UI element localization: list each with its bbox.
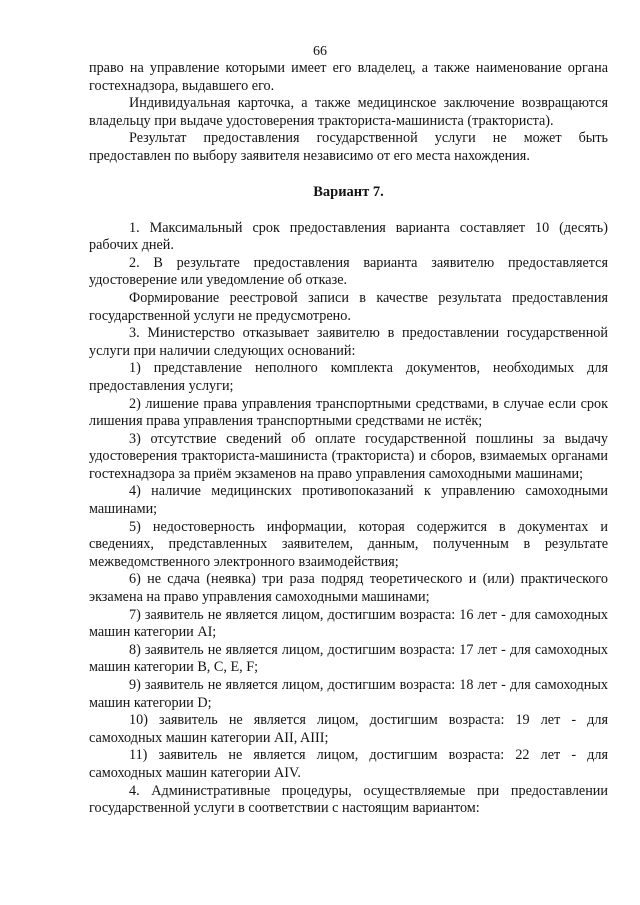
list-item-age-17: 8) заявитель не является лицом, достигшим возраста: 17 лет - для самоходных машин категории B, C, E, F; — [89, 641, 608, 676]
list-item-medical-contraindications: 4) наличие медицинских противопоказаний к управлению самоходными машинами; — [89, 483, 608, 518]
paragraph-continuation: право на управление которыми имеет его владелец, а также наименование органа гостехнадзора, выдавшего его. — [89, 60, 608, 94]
list-item-age-16: 7) заявитель не является лицом, достигшим возраста: 16 лет - для самоходных машин категории AI; — [89, 606, 608, 641]
list-item-license-deprivation: 2) лишение права управления транспортными средствами, в случае если срок лишения права управления транспортными средствами не истёк; — [89, 395, 608, 430]
list-item-age-18: 9) заявитель не является лицом, достигшим возраста: 18 лет - для самоходных машин категории D; — [89, 677, 608, 711]
list-item-age-19: 10) заявитель не является лицом, достигшим возраста: 19 лет - для самоходных машин категории AII, AIII; — [89, 712, 608, 746]
list-item-age-22: 11) заявитель не является лицом, достигшим возраста: 22 лет - для самоходных машин категории AIV. — [89, 747, 608, 781]
paragraph-result-location: Результат предоставления государственной услуги не может быть предоставлен по выбору заявителя независимо от его места нахождения. — [89, 130, 608, 164]
list-item-incomplete-docs: 1) представление неполного комплекта документов, необходимых для предоставления услуги; — [89, 360, 608, 394]
section-heading: Вариант 7. — [313, 183, 384, 200]
paragraph-max-term: 1. Максимальный срок предоставления варианта составляет 10 (десять) рабочих дней. — [89, 219, 608, 254]
paragraph-result: 2. В результате предоставления варианта заявителю предоставляется удостоверение или уведомление об отказе. — [89, 254, 608, 289]
list-item-no-payment: 3) отсутствие сведений об оплате государственной пошлины за выдачу удостоверения тракториста-машиниста (тракториста) и сборов, взимаемых органами гостехнадзора за приём экзаменов на право управления самоходными машинами; — [89, 430, 608, 482]
document-body — [89, 60, 608, 818]
paragraph-registry-record: Формирование реестровой записи в качестве результата предоставления государственной услуги не предусмотрено. — [89, 289, 608, 324]
page-number: 66 — [313, 44, 327, 59]
paragraph-admin-procedures: 4. Административные процедуры, осуществляемые при предоставлении государственной услуги в соответствии с настоящим вариантом: — [89, 782, 608, 817]
paragraph-refusal-grounds: 3. Министерство отказывает заявителю в предоставлении государственной услуги при наличии следующих оснований: — [89, 325, 608, 359]
list-item-unreliable-info: 5) недостоверность информации, которая содержится в документах и сведениях, представленных заявителем, данным, полученным в результате межведомственного электронного взаимодействия; — [89, 518, 608, 570]
list-item-exam-failure: 6) не сдача (неявка) три раза подряд теоретического и (или) практического экзамена на право управления самоходными машинами; — [89, 571, 608, 606]
paragraph-individual-card: Индивидуальная карточка, а также медицинское заключение возвращаются владельцу при выдаче удостоверения тракториста-машиниста (тракториста). — [89, 95, 608, 129]
